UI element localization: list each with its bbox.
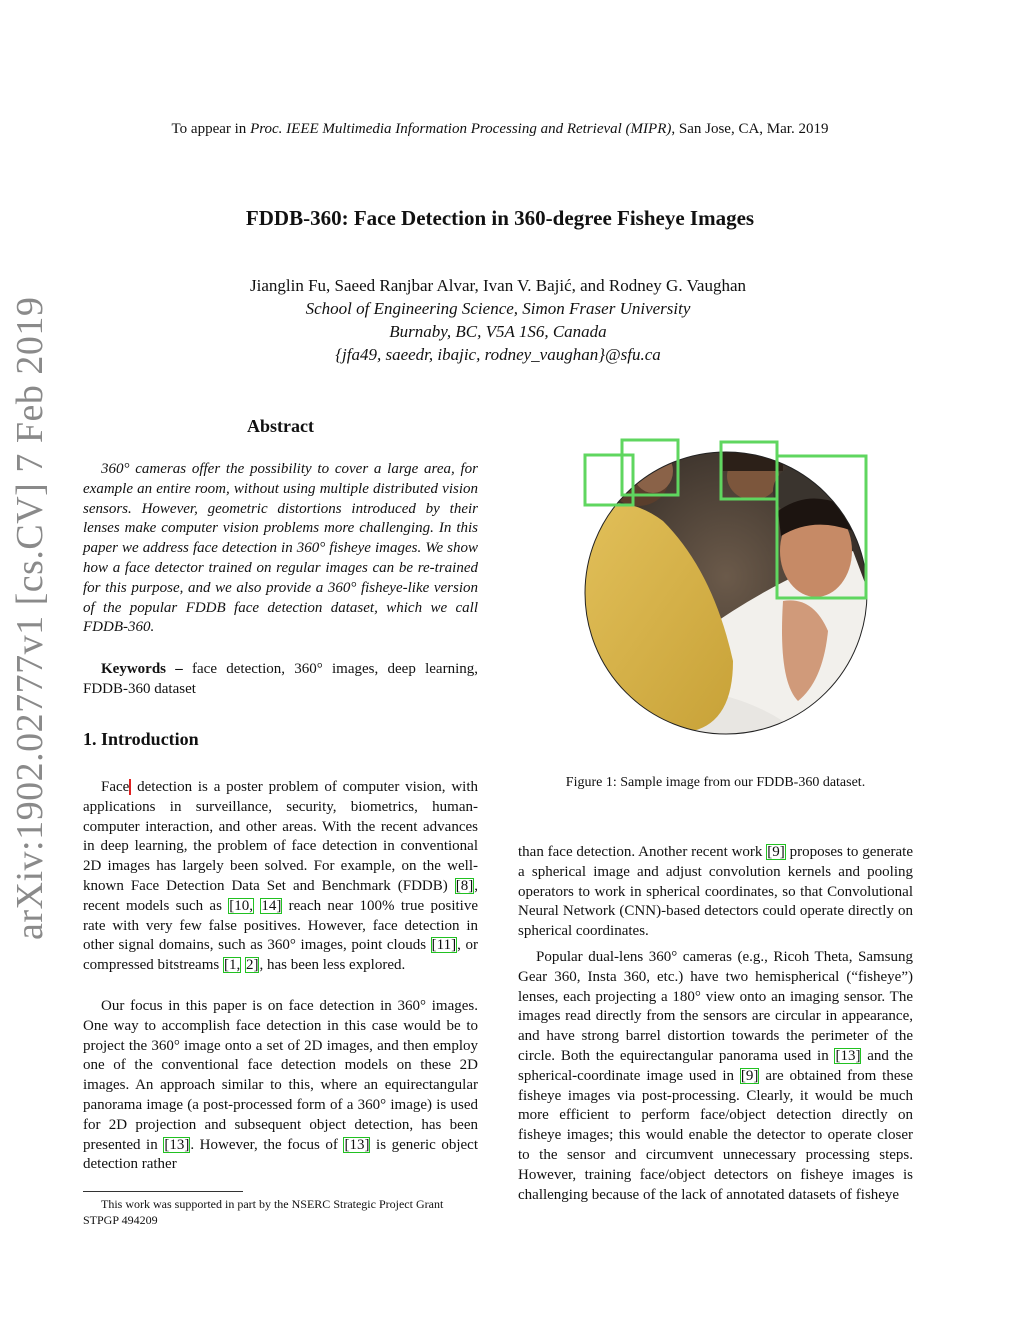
intro-p1-text-3: reach near 100% true positive rate with very few false positives. However, face detection in other signal domains, such as 360° images, point clouds [83,897,478,954]
citation-9-right[interactable]: [9] [740,1067,759,1084]
citation-13-second[interactable]: [13] [344,1136,370,1153]
citation-9[interactable]: [9] [767,844,785,860]
author-email: {jfa49, saeedr, ibajic, rodney_vaughan}@sfu.ca [335,345,661,364]
abstract-heading: Abstract [247,416,314,436]
citation-11[interactable]: [11] [431,937,457,954]
keywords-label: Keywords – [101,661,183,677]
intro-p2-text-2: . However, the focus of [190,1136,344,1153]
right-p2-text-1: Popular dual-lens 360° cameras (e.g., Ricoh Theta, Samsung Gear 360, Insta 360, etc.) have two hemispherical (“fisheye”) lenses, each projecting a 180° view onto an imaging sensor. The images read directly from the sensors are circular in appearance, and have strong barrel distortion towards the perimeter of the circle. Both the equirectangular panorama used in [518,949,913,1064]
author-affiliation: School of Engineering Science, Simon Fraser University [305,299,691,318]
introduction-heading: 1. Introduction [83,729,199,749]
citation-10[interactable]: [10, [229,897,253,914]
right-p1-text-2: proposes to generate a spherical image and adjust convolution kernels and pooling operators to work in spherical coordinates, so that Convolutional Neural Network (CNN)-based detectors could operate directly on spherical coordinates. [518,844,914,940]
venue-proceedings: Proc. IEEE Multimedia Information Processing and Retrieval (MIPR) [250,121,672,137]
intro-p1-text-4: , or compressed bitstreams [83,937,478,974]
arxiv-identifier: arXiv:1902.02777v1 [cs.CV] 7 Feb 2019 [9,296,51,940]
fisheye-sample-image [583,431,869,755]
fisheye-photo [583,431,869,755]
keywords-text: face detection, 360° images, deep learning, FDDB-360 dataset [83,661,478,697]
keywords [83,660,478,700]
intro-paragraph-2 [83,997,478,1175]
intro-p1-text-2: , recent models such as [83,877,478,914]
citation-13-right[interactable]: [13] [835,1047,861,1064]
right-p2-text-2: and the spherical-coordinate image used in [518,1047,913,1084]
citation-13[interactable]: [13] [164,1136,190,1153]
author-names: Jianglin Fu, Saeed Ranjbar Alvar, Ivan V. Bajić, and Rodney G. Vaughan [249,276,747,295]
right-paragraph-1 [518,843,913,942]
intro-first-word: Face [101,779,130,795]
intro-paragraph-1 [83,778,478,976]
author-block [0,274,996,366]
figure-1 [583,431,869,755]
footnote [83,1196,478,1228]
intro-p1-text-1: detection is a poster problem of computer vision, with applications in surveillance, security, biometrics, human-computer interaction, and other areas. With the recent advances in deep learning, the problem of face detection in conventional 2D images has largely been solved. For example, on the well-known Face Detection Data Set and Benchmark (FDDB) [83,779,478,894]
right-paragraph-2 [518,948,913,1205]
abstract-text: 360° cameras offer the possibility to cover a large area, for example an entire room, without using multiple distributed vision sensors. However, geometric distortions introduced by their lenses make computer vision problems more challenging. In this paper we address face detection in 360° fisheye images. We show how a face detector trained on regular images can be re-trained for this purpose, and we also provide a 360° fisheye-like version of the popular FDDB face detection dataset, which we call FDDB-360. [83,461,478,636]
right-p2-text-3: are obtained from these fisheye images via post-processing. Clearly, it would be much more efficient to perform face/object detection directly on fisheye images; this would enable the detector to operate closer to the sensor and circumvent unnecessary processing steps. However, training face/object detectors on fisheye images is challenging because of the lack of annotated datasets of fisheye [518,1067,913,1203]
right-p1-text-1: than face detection. Another recent work [518,844,767,860]
figure-caption: Figure 1: Sample image from our FDDB-360 dataset. [565,775,866,790]
footnote-divider [83,1191,243,1192]
intro-p1-text-5: , has been less explored. [259,957,406,974]
venue-prefix: To appear in [171,121,251,137]
footnote-text: This work was supported in part by the NSERC Strategic Project Grant STPGP 494209 [83,1197,444,1227]
citation-1[interactable]: [1, [223,957,241,974]
citation-14[interactable]: 14] [261,897,282,914]
venue-line [0,121,1000,138]
citation-8[interactable]: [8] [455,877,474,894]
intro-p2-text-3: is generic object detection rather [83,1136,479,1173]
intro-p2-text-1: Our focus in this paper is on face detection in 360° images. One way to accomplish face detection in this case would be to project the 360° image onto a set of 2D images, and then employ one of the conventional face detection models on these 2D images. An approach similar to this, where an equirectangular panorama image (a post-processed form of a 360° image) is used for 2D projection and subsequent object detection, has been presented in [83,998,478,1153]
venue-suffix: , San Jose, CA, Mar. 2019 [671,121,829,137]
author-address: Burnaby, BC, V5A 1S6, Canada [389,322,607,341]
citation-2[interactable]: 2] [245,957,259,974]
paper-title: FDDB-360: Face Detection in 360-degree Fisheye Images [245,206,755,230]
